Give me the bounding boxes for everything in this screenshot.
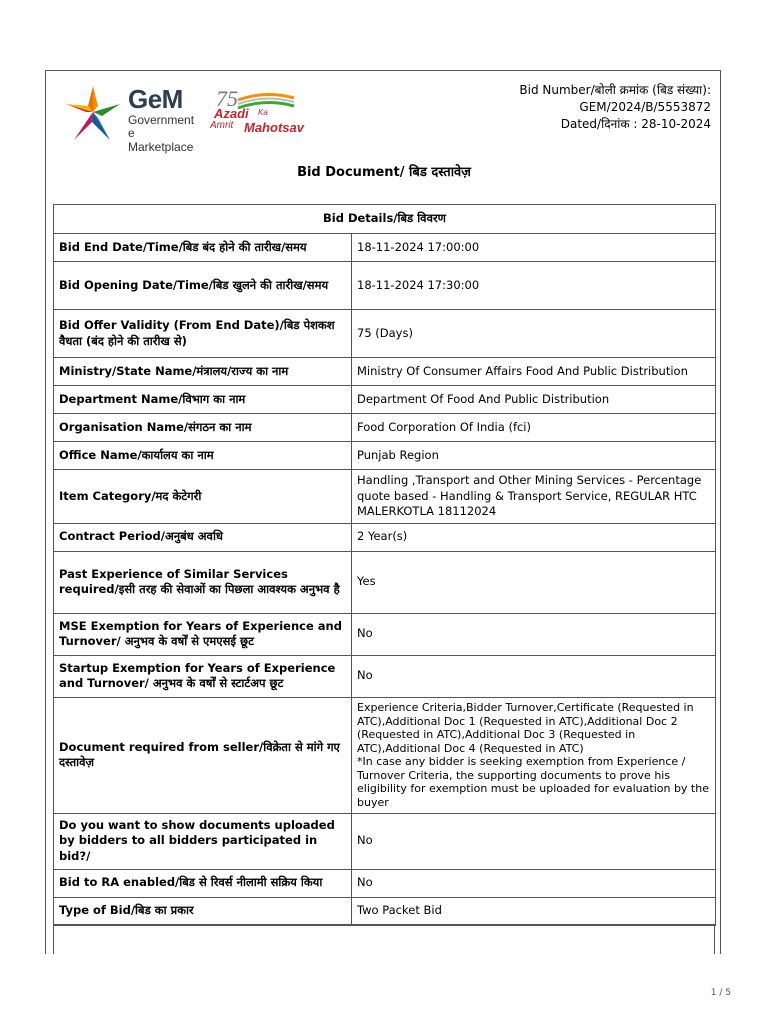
gem-logo-subtitle-1: Government (128, 113, 195, 127)
row-value: No (352, 613, 716, 655)
row-label: Ministry/State Name/मंत्रालय/राज्य का नाम (54, 358, 352, 386)
row-value: No (352, 813, 716, 869)
azadi-logo-word-3: Amrit (210, 120, 234, 131)
row-label: Bid to RA enabled/बिड से रिवर्स नीलामी सक्रिय किया (54, 869, 352, 897)
row-value: 2 Year(s) (352, 523, 716, 551)
table-row (54, 262, 716, 310)
gem-logo-text: GeM (128, 84, 183, 114)
azadi-logo-number: 75 (216, 86, 238, 111)
azadi-logo-word-1: Azadi (214, 106, 249, 121)
row-label: Item Category/मद केटेगरी (54, 470, 352, 524)
row-value: Handling ,Transport and Other Mining Services - Percentage quote based - Handling & Transport Service, REGULAR HTC MALERKOTLA 18112024 (352, 470, 716, 524)
table-header-row (54, 205, 716, 234)
row-value: 18-11-2024 17:00:00 (352, 234, 716, 262)
row-label: MSE Exemption for Years of Experience and Turnover/ अनुभव के वर्षों से एमएसई छूट (54, 613, 352, 655)
gem-star-icon (62, 82, 124, 144)
row-label: Department Name/विभाग का नाम (54, 386, 352, 414)
table-row (54, 551, 716, 613)
row-label: Contract Period/अनुबंध अवधि (54, 523, 352, 551)
gem-logo-subtitle-2: e Marketplace (128, 126, 194, 154)
row-value: Department Of Food And Public Distribution (352, 386, 716, 414)
bid-number: GEM/2024/B/5553872 (579, 100, 711, 114)
row-value: 75 (Days) (352, 310, 716, 358)
table-row (54, 358, 716, 386)
bid-number-label: Bid Number/बोली क्रमांक (बिड संख्या): (519, 83, 711, 97)
row-label: Type of Bid/बिड का प्रकार (54, 897, 352, 925)
row-label: Past Experience of Similar Services required/इसी तरह की सेवाओं का पिछला आवश्यक अनुभव है (54, 551, 352, 613)
table-row (54, 310, 716, 358)
row-value: Ministry Of Consumer Affairs Food And Public Distribution (352, 358, 716, 386)
row-label: Bid End Date/Time/बिड बंद होने की तारीख/समय (54, 234, 352, 262)
table-row (54, 897, 716, 925)
dated-value: 28-10-2024 (641, 117, 711, 131)
dated-line (519, 116, 711, 133)
row-label: Startup Exemption for Years of Experience and Turnover/ अनुभव के वर्षों से स्टार्टअप छूट (54, 655, 352, 697)
row-label: Do you want to show documents uploaded by bidders to all bidders participated in bid?/ (54, 813, 352, 869)
gem-logo (62, 82, 202, 154)
azadi-ka-amrit-mahotsav-logo (210, 86, 304, 136)
table-row (54, 613, 716, 655)
row-label: Document required from seller/विक्रेता से मांगे गए दस्तावेज़ (54, 697, 352, 813)
row-value: Punjab Region (352, 442, 716, 470)
table-row (54, 869, 716, 897)
row-label: Bid Offer Validity (From End Date)/बिड पेशकश वैधता (बंद होने की तारीख से) (54, 310, 352, 358)
bid-details-table (53, 204, 716, 926)
page-number: 1 / 5 (710, 988, 731, 998)
table-row (54, 523, 716, 551)
row-value: Food Corporation Of India (fci) (352, 414, 716, 442)
row-label: Organisation Name/संगठन का नाम (54, 414, 352, 442)
dated-label: Dated/दिनांक : (560, 117, 638, 131)
row-value: Experience Criteria,Bidder Turnover,Certificate (Requested in ATC),Additional Doc 1 (Requested in ATC),Additional Doc 2 (Requested in ATC),Additional Doc 3 (Requested in ATC),Additional Doc 4 (Requested in ATC) *In case any bidder is seeking exemption from Experience / Turnover Criteria, the supporting documents to prove his eligibility for exemption must be uploaded for evaluation by the buyer (352, 697, 716, 813)
table-row (54, 414, 716, 442)
row-value: No (352, 869, 716, 897)
table-row (54, 655, 716, 697)
table-row (54, 813, 716, 869)
document-title: Bid Document/ बिड दस्तावेज़ (297, 165, 471, 180)
row-value: 18-11-2024 17:30:00 (352, 262, 716, 310)
row-value: Two Packet Bid (352, 897, 716, 925)
azadi-logo-word-4: Mahotsav (244, 120, 304, 135)
table-row (54, 442, 716, 470)
bid-meta (519, 82, 711, 133)
next-section-box (53, 924, 715, 954)
row-label: Bid Opening Date/Time/बिड खुलने की तारीख/समय (54, 262, 352, 310)
row-value: No (352, 655, 716, 697)
row-value: Yes (352, 551, 716, 613)
table-heading: Bid Details/बिड विवरण (54, 205, 716, 234)
table-row (54, 470, 716, 524)
table-row (54, 234, 716, 262)
row-label: Office Name/कार्यालय का नाम (54, 442, 352, 470)
table-row (54, 697, 716, 813)
azadi-logo-word-2: Ka (258, 108, 268, 117)
table-row (54, 386, 716, 414)
